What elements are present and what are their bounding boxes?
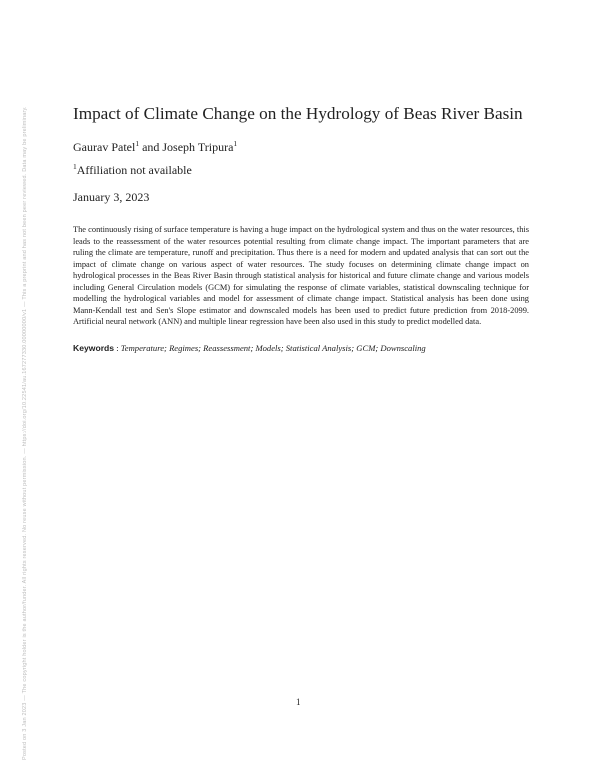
- affiliation: [73, 162, 192, 178]
- author-affiliation-mark: 1: [135, 139, 140, 148]
- publication-date: January 3, 2023: [73, 190, 150, 204]
- affiliation-mark: 1: [73, 162, 77, 171]
- preprint-side-note: Posted on 3 Jan 2023 — The copyright holder is the author/funder. All rights reserved. No reuse without permission. — https://doi.org/10.22541/au.167277330.00000000/v1 — This a preprint and has not been peer reviewed. Data may be preliminary.: [22, 106, 28, 760]
- page-number: 1: [296, 697, 301, 707]
- author-joiner: and: [139, 140, 163, 154]
- keywords: [73, 343, 533, 353]
- author-name: Joseph Tripura: [162, 140, 234, 154]
- affiliation-text: Affiliation not available: [76, 163, 192, 177]
- keywords-separator: :: [114, 343, 121, 353]
- keywords-label: Keywords: [73, 343, 115, 353]
- author-list: [73, 139, 237, 155]
- abstract: The continuously rising of surface temperature is having a huge impact on the hydrological system and thus on the water resources, this leads to the reassessment of the water resources potential resulting from climate change impact. The important parameters that are ruling the climate are temperature, runoff and precipitation. Thus there is a need for modern and updated analysis that can sort out the impact of climate change on various aspect of water resources. The study focuses on determining climate change impact on hydrological processes in the Beas River Basin through statistical analysis for historical and future climate change and various models including General Circulation models (GCM) for simulating the response of climate variables, statistical downscaling technique for modelling the hydrological variables and model for assessment of climate change impact. Statistical analysis has been done using Mann-Kendall test and Sen's Slope estimator and downscaled models has been used to predict future prediction from 2018-2099. Artificial neural network (ANN) and multiple linear regression have been also used in this study to predict modelled data.: [73, 225, 529, 326]
- author-affiliation-mark: 1: [233, 139, 238, 148]
- author-name: Gaurav Patel: [73, 140, 136, 154]
- paper-title: Impact of Climate Change on the Hydrology of Beas River Basin: [73, 104, 523, 123]
- keywords-list: Temperature; Regimes; Reassessment; Models; Statistical Analysis; GCM; Downscaling: [120, 343, 426, 353]
